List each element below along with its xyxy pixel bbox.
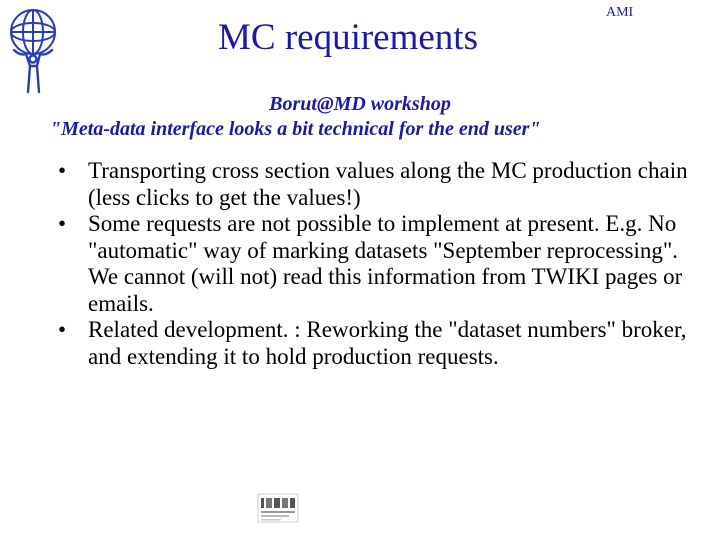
bullet-text: Related development. : Reworking the "dataset numbers" broker, and extending it to hold production requests. (88, 317, 687, 369)
atlas-globe-figure-icon (6, 4, 62, 96)
slide-title: MC requirements (218, 17, 478, 58)
bullet-dot: • (58, 158, 67, 183)
bullet-text: Some requests are not possible to implement at present. E.g. No "automatic" way of marking datasets "September reprocessing". We cannot (will not) read this information from TWIKI pages or emails. (88, 211, 683, 316)
subtitle-author: Borut@MD workshop (269, 93, 451, 115)
list-item (58, 211, 698, 317)
subtitle-quote: "Meta-data interface looks a bit technical for the end user" (50, 118, 541, 140)
lpsc-lab-logo-icon (257, 493, 299, 523)
list-item (58, 317, 698, 370)
corner-tag: AMI (606, 5, 634, 20)
bullet-text: Transporting cross section values along the MC production chain (less clicks to get the values!) (88, 158, 688, 210)
bullet-dot: • (58, 317, 67, 342)
bullet-dot: • (58, 211, 67, 236)
subtitle-block (0, 92, 720, 140)
list-item (58, 158, 698, 211)
bullet-list (58, 158, 698, 370)
